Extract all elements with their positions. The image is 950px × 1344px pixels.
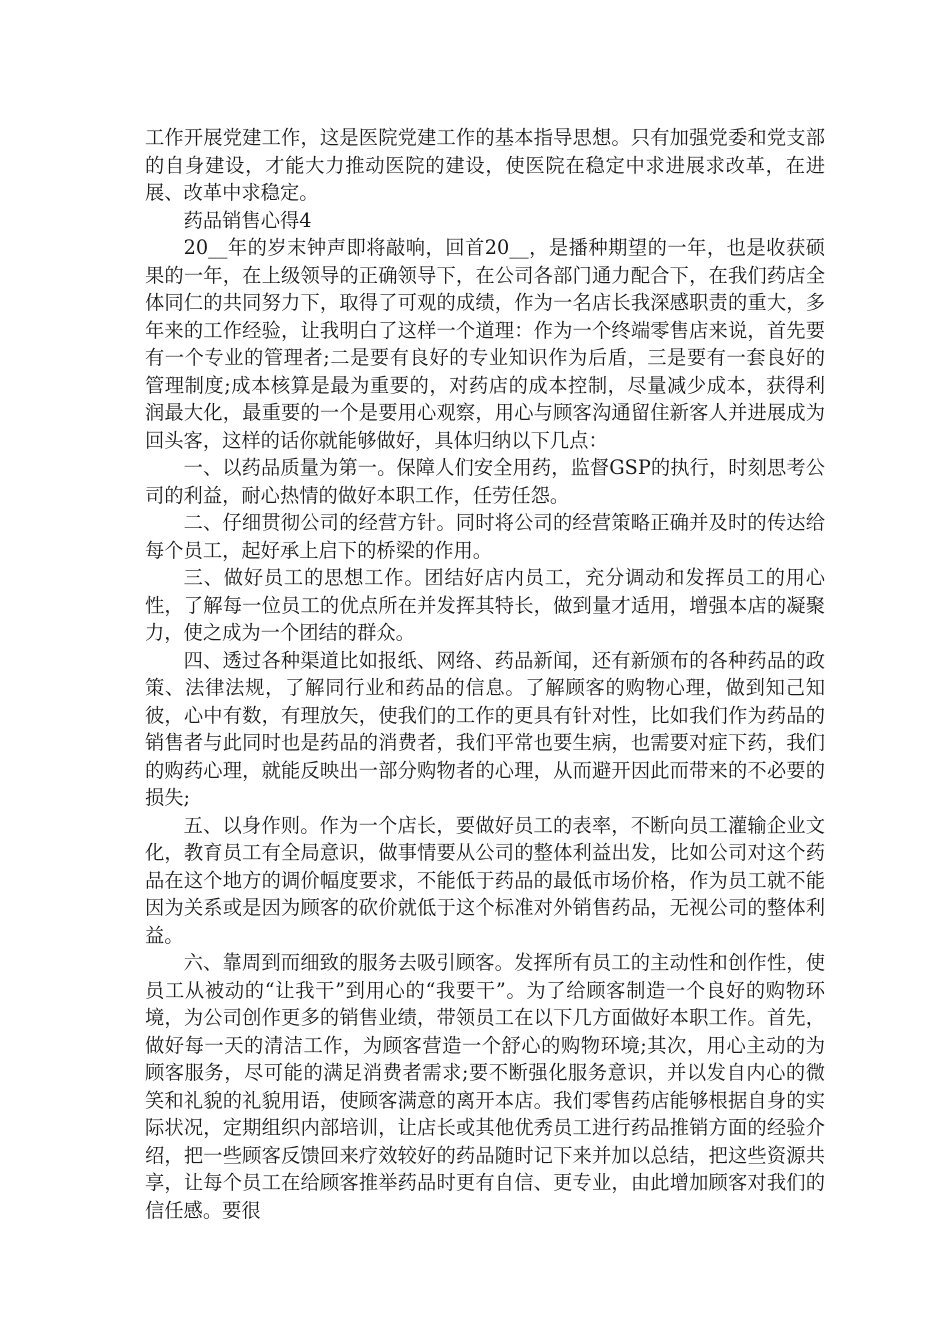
section-heading: 药品销售心得4 — [183, 208, 312, 232]
paragraph-intro-continuation: 工作开展党建工作，这是医院党建工作的基本指导思想。只有加强党委和党支部的自身建设，才能大力推动医院的建设，使医院在稳定中求进展求改革，在进展、改革中求稳定。 — [145, 126, 825, 204]
paragraph-point-5: 五、以身作则。作为一个店长，要做好员工的表率，不断向员工灌输企业文化，教育员工有全局意识，做事情要从公司的整体利益出发，比如公司对这个药品在这个地方的调价幅度要求，不能低于药品的最低市场价格，作为员工就不能因为关系或是因为顾客的砍价就低于这个标准对外销售药品，无视公司的整体利益。 — [145, 813, 825, 947]
paragraph-point-6: 六、靠周到而细致的服务去吸引顾客。发挥所有员工的主动性和创作性，使员工从被动的“让我干”到用心的“我要干”。为了给顾客制造一个良好的购物环境，为公司创作更多的销售业绩，带领员工在以下几方面做好本职工作。首先，做好每一天的清洁工作，为顾客营造一个舒心的购物环境;其次，用心主动的为顾客服务，尽可能的满足消费者需求;要不断强化服务意识，并以发自内心的微笑和礼貌的礼貌用语，使顾客满意的离开本店。我们零售药店能够根据自身的实际状况，定期组织内部培训，让店长或其他优秀员工进行药品推销方面的经验介绍，把一些顾客反馈回来疗效较好的药品随时记下来并加以总结，把这些资源共享，让每个员工在给顾客推举药品时更有自信、更专业，由此增加顾客对我们的信任感。要很 — [145, 951, 825, 1222]
document-body — [145, 124, 825, 1224]
paragraph-point-3: 三、做好员工的思想工作。团结好店内员工，充分调动和发挥员工的用心性，了解每一位员工的优点所在并发挥其特长，做到量才适用，增强本店的凝聚力，使之成为一个团结的群众。 — [145, 566, 825, 644]
paragraph-overview: 20__年的岁末钟声即将敲响，回首20__，是播种期望的一年，也是收获硕果的一年，在上级领导的正确领导下，在公司各部门通力配合下，在我们药店全体同仁的共同努力下，取得了可观的成绩，作为一名店长我深感职责的重大，多年来的工作经验，让我明白了这样一个道理：作为一个终端零售店来说，首先要有一个专业的管理者;二是要有良好的专业知识作为后盾，三是要有一套良好的管理制度;成本核算是最为重要的，对药店的成本控制，尽量减少成本，获得利润最大化，最重要的一个是要用心观察，用心与顾客沟通留住新客人并进展成为回头客，这样的话你就能够做好，具体归纳以下几点： — [145, 236, 825, 452]
paragraph-point-1: 一、以药品质量为第一。保障人们安全用药，监督GSP的执行，时刻思考公司的利益，耐心热情的做好本职工作，任劳任怨。 — [145, 456, 825, 507]
paragraph-point-2: 二、仔细贯彻公司的经营方针。同时将公司的经营策略正确并及时的传达给每个员工，起好承上启下的桥梁的作用。 — [145, 511, 825, 562]
paragraph-point-4: 四、透过各种渠道比如报纸、网络、药品新闻，还有新颁布的各种药品的政策、法律法规，了解同行业和药品的信息。了解顾客的购物心理，做到知己知彼，心中有数，有理放矢，使我们的工作的更具有针对性，比如我们作为药品的销售者与此同时也是药品的消费者，我们平常也要生病，也需要对症下药，我们的购药心理，就能反映出一部分购物者的心理，从而避开因此而带来的不必要的损失; — [145, 648, 825, 809]
